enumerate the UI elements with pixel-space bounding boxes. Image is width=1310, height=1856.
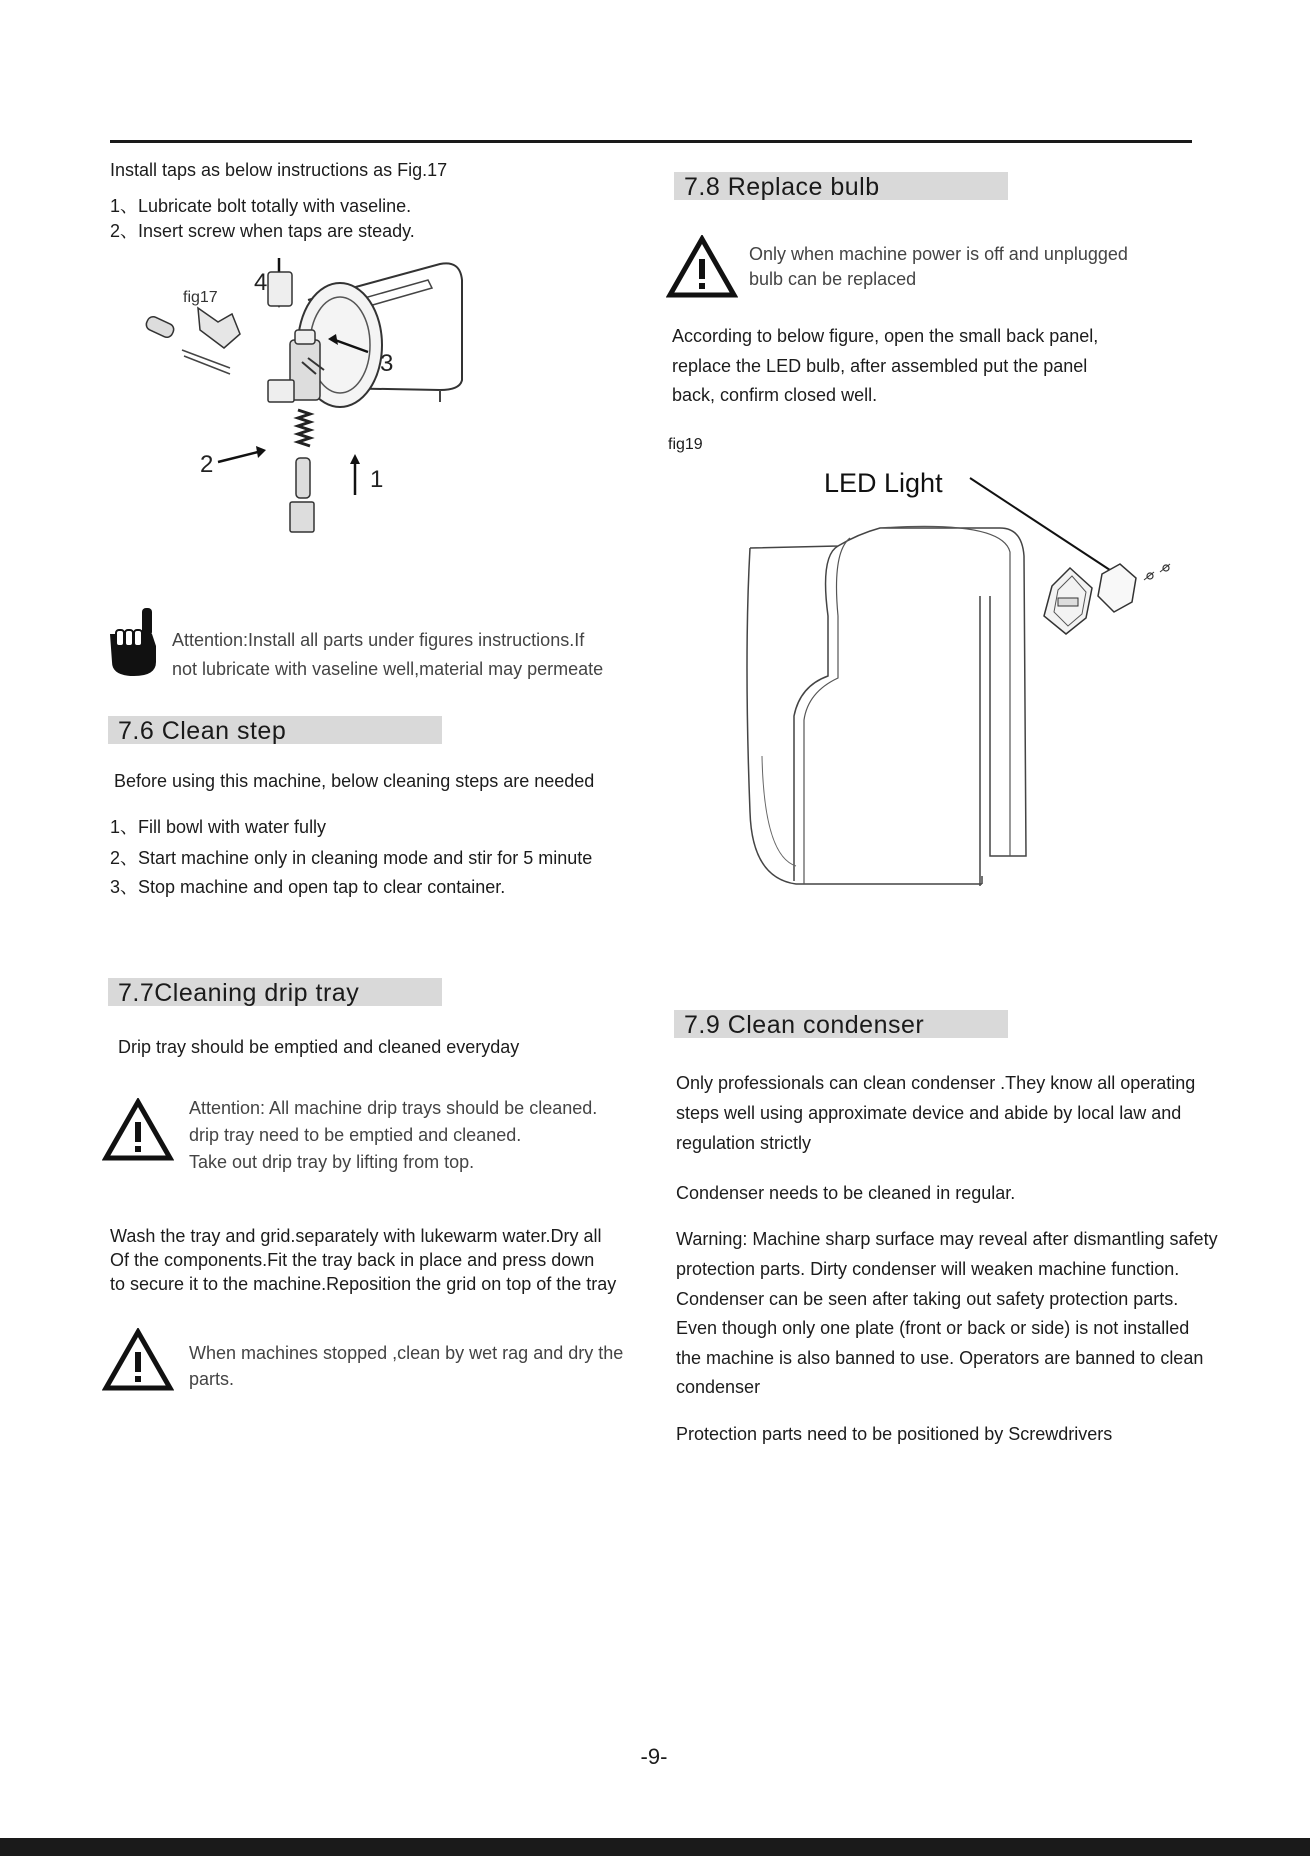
page-number: -9- — [640, 1744, 668, 1769]
drip-warning-line-1: Attention: All machine drip trays should be cleaned. — [189, 1098, 598, 1118]
drip-warning-line-2: drip tray need to be emptied and cleaned. — [189, 1125, 522, 1145]
wash-line-2: Of the components.Fit the tray back in place and press down — [110, 1250, 595, 1270]
fig19-label: fig19 — [668, 436, 703, 453]
condenser-intro-line-2: steps well using approximate device and abide by local law and — [676, 1103, 1182, 1123]
stop-warning-icon — [102, 1328, 174, 1392]
bulb-instruction-line-1: According to below figure, open the small back panel, — [672, 326, 1099, 346]
drip-warning-line-3: Take out drip tray by lifting from top. — [189, 1152, 475, 1172]
attention-line-2: not lubricate with vaseline well,material may permeate — [172, 659, 604, 679]
install-step-2: 2、Insert screw when taps are steady. — [110, 221, 415, 241]
section-76-heading: 7.6 Clean step — [108, 716, 442, 744]
fig19-machine-diagram — [740, 456, 1180, 896]
condenser-warning-line-1: Warning: Machine sharp surface may reveal after dismantling safety — [676, 1229, 1218, 1249]
condenser-warning-line-3: Condenser can be seen after taking out safety protection parts. — [676, 1289, 1179, 1309]
drip-warning-icon — [102, 1098, 174, 1162]
bottom-edge-band — [0, 1838, 1310, 1856]
condenser-regular: Condenser needs to be cleaned in regular. — [676, 1183, 1016, 1203]
bulb-instruction-line-2: replace the LED bulb, after assembled put the panel — [672, 356, 1088, 376]
condenser-warning-line-5: the machine is also banned to use. Operators are banned to clean — [676, 1348, 1204, 1368]
callout-3: 3 — [380, 350, 394, 377]
fig17-label: fig17 — [183, 289, 218, 306]
header-rule — [110, 140, 1192, 143]
clean-step-2: 2、Start machine only in cleaning mode and stir for 5 minute — [110, 848, 593, 868]
condenser-warning-line-2: protection parts. Dirty condenser will weaken machine function. — [676, 1259, 1180, 1279]
wash-line-1: Wash the tray and grid.separately with lukewarm water.Dry all — [110, 1226, 602, 1246]
clean-step-3: 3、Stop machine and open tap to clear container. — [110, 877, 506, 897]
install-step-1: 1、Lubricate bolt totally with vaseline. — [110, 196, 412, 216]
drip-intro: Drip tray should be emptied and cleaned everyday — [118, 1037, 520, 1057]
section-79-heading: 7.9 Clean condenser — [674, 1010, 1008, 1038]
led-light-label: LED Light — [824, 468, 943, 498]
wash-line-3: to secure it to the machine.Reposition the grid on top of the tray — [110, 1274, 617, 1294]
callout-4: 4 — [254, 269, 268, 296]
attention-hand-icon — [108, 606, 160, 678]
bulb-warning-line-2: bulb can be replaced — [749, 269, 917, 289]
callout-2: 2 — [200, 451, 214, 478]
install-intro: Install taps as below instructions as Fig.17 — [110, 160, 448, 180]
attention-line-1: Attention:Install all parts under figures instructions.If — [172, 630, 585, 650]
bulb-instruction-line-3: back, confirm closed well. — [672, 385, 878, 405]
condenser-warning-line-6: condenser — [676, 1377, 761, 1397]
condenser-warning-line-4: Even though only one plate (front or back or side) is not installed — [676, 1318, 1190, 1338]
section-78-heading: 7.8 Replace bulb — [674, 172, 1008, 200]
section-77-heading: 7.7Cleaning drip tray — [108, 978, 442, 1006]
condenser-intro-line-3: regulation strictly — [676, 1133, 812, 1153]
stop-warning-line-1: When machines stopped ,clean by wet rag and dry the — [189, 1343, 624, 1363]
fig17-tap-diagram — [140, 250, 480, 570]
stop-warning-line-2: parts. — [189, 1369, 235, 1389]
clean-intro: Before using this machine, below cleaning steps are needed — [114, 771, 595, 791]
protection-note: Protection parts need to be positioned by Screwdrivers — [676, 1424, 1113, 1444]
clean-step-1: 1、Fill bowl with water fully — [110, 817, 327, 837]
bulb-warning-icon — [666, 235, 738, 299]
condenser-intro-line-1: Only professionals can clean condenser .They know all operating — [676, 1073, 1196, 1093]
callout-1: 1 — [370, 466, 384, 493]
bulb-warning-line-1: Only when machine power is off and unplugged — [749, 244, 1128, 264]
